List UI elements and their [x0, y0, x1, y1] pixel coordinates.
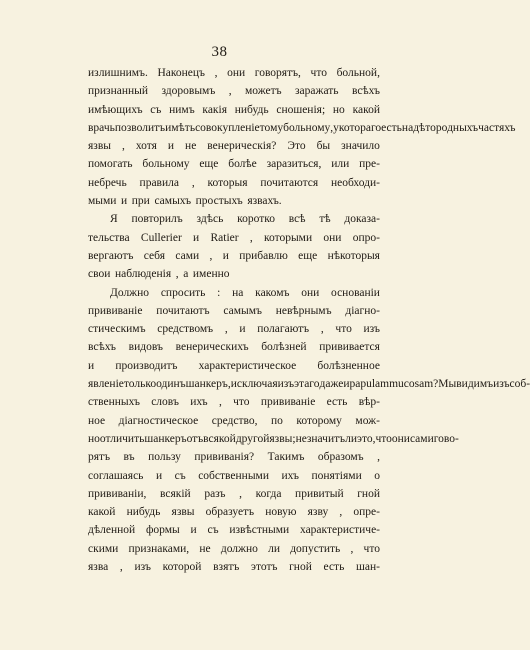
text-line: вергаютъ себя сами , и прибавлю еще нѣкоторыя — [88, 249, 380, 262]
text-line: ственныхъ словъ ихъ , что прививаніе есть вѣр- — [88, 396, 380, 409]
text-line: дѣленной формы и съ извѣстными характеристиче- — [88, 524, 380, 537]
text-line: но отличить шанкеръ отъ всякой другой язвы ; не значитъ ли это , что они сами гово- — [88, 432, 459, 445]
text-line: стическимъ средствомъ , и полагаютъ , что изъ — [88, 323, 380, 336]
text-line: и производитъ характеристическое болѣзненное — [88, 359, 380, 372]
text-line: свои наблюденія , а именно — [88, 268, 230, 281]
text-line: язва , изъ которой взятъ этотъ гной есть шан- — [88, 561, 380, 574]
text-line: соглашаясь и съ собственными ихъ понятіями о — [88, 469, 380, 482]
text-line: прививаніе почитаютъ самымъ невѣрнымъ діагно- — [88, 304, 380, 317]
page-number: 38 — [211, 44, 228, 60]
text-line: мыми и при самыхъ простыхъ язвахъ. — [88, 195, 282, 208]
text-line: имѣющихъ съ нимъ какія нибудь сношенія; но какой — [88, 103, 380, 116]
text-line: прививаніи, всякій разъ , когда привитый гной — [88, 487, 380, 500]
text-line: язвы , хотя и не венерическія? Это бы значило — [88, 140, 380, 153]
body-text — [88, 64, 530, 576]
text-line: помогать больному еще болѣе заразиться, или пре- — [88, 158, 380, 171]
text-line: скими признаками, не должно ли допустить , что — [88, 542, 380, 555]
text-line: рятъ въ пользу прививанія? Такимъ образомъ , — [88, 451, 380, 464]
text-line: какой нибудь язвы образуетъ новую язву , опре- — [88, 506, 380, 519]
text-line: явленіе только одинъ шанкеръ, исключая изъ этаго даже и papulam mucosam? Мы видимъ изъ соб- — [88, 378, 530, 391]
text-line: врачь позволитъ имѣть совокупленіе тому больному , у котораго есть на дѣтородныхъ частяхъ — [88, 121, 516, 134]
text-line: Должно спросить : на какомъ они основаніи — [110, 286, 380, 299]
text-line: ное діагностическое средство, по которому мож- — [88, 414, 380, 427]
text-line: Я повторилъ здѣсь коротко всѣ тѣ доказа- — [110, 213, 380, 226]
text-line: всѣхъ видовъ венерическихъ болѣзней прививается — [88, 341, 380, 354]
text-line: излишнимъ. Наконецъ , они говорятъ, что больной, — [88, 67, 380, 79]
text-line: тельства Cullerier и Ratier , которыми они опро- — [88, 231, 380, 244]
text-line: небречь правила , которыя почитаются необходи- — [88, 176, 380, 189]
text-line: признанный здоровымъ , можетъ заражать всѣхъ — [88, 85, 380, 98]
